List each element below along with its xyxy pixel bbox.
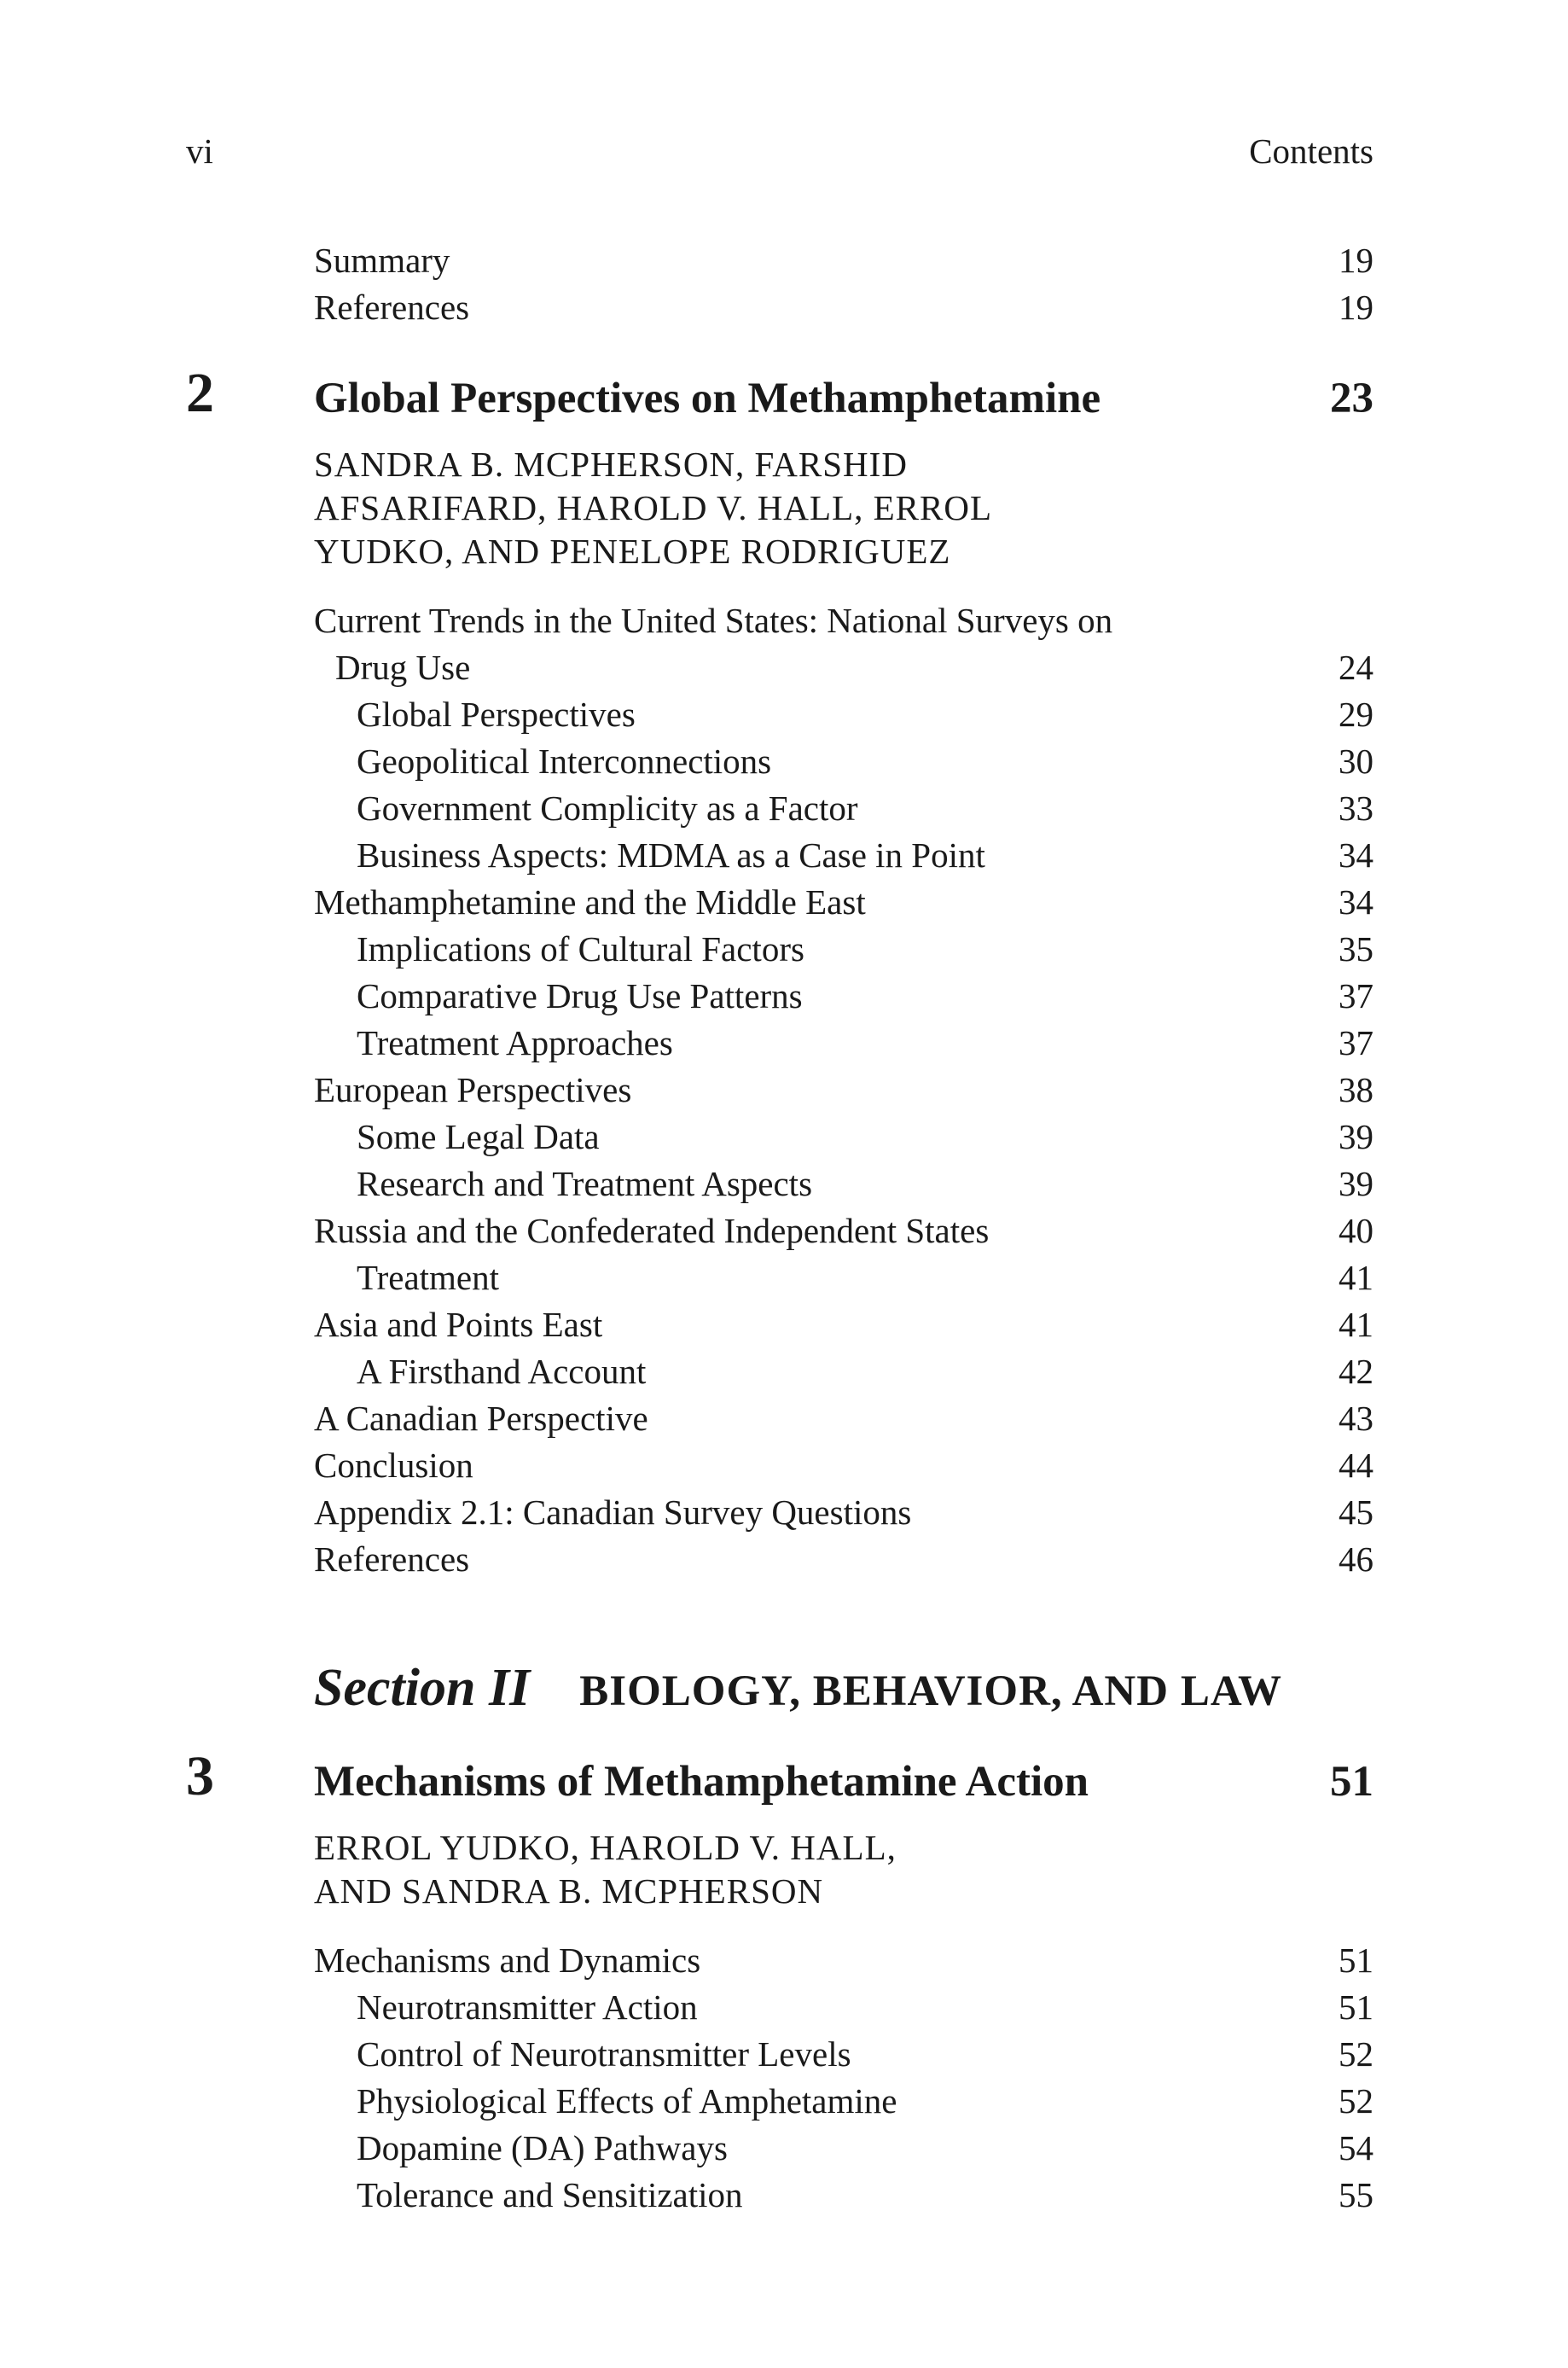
toc-entry-title: References <box>314 1539 470 1579</box>
toc-entry-title: Methamphetamine and the Middle East <box>314 882 866 922</box>
toc-entry-page: 40 <box>1339 1211 1373 1250</box>
toc-entry <box>314 2031 1373 2078</box>
toc-entry-page: 41 <box>1339 1258 1373 1297</box>
toc-entry-title: Dopamine (DA) Pathways <box>357 2128 728 2167</box>
toc-entry <box>314 1937 1373 1984</box>
toc-entry <box>314 1984 1373 2031</box>
toc-entry-page: 51 <box>1339 1987 1373 2027</box>
toc-entry <box>314 926 1373 973</box>
toc-entry-title: European Perspectives <box>314 1070 632 1109</box>
toc-entry-title: Research and Treatment Aspects <box>357 1164 813 1203</box>
toc-entry <box>314 973 1373 1020</box>
toc-entry-title: Implications of Cultural Factors <box>357 929 804 969</box>
toc-entry-title: Business Aspects: MDMA as a Case in Point <box>357 835 985 875</box>
toc-entry <box>314 1161 1373 1207</box>
toc-entry-title: Tolerance and Sensitization <box>357 2175 743 2214</box>
chapter2-title: Global Perspectives on Methamphetamine <box>314 375 1101 422</box>
toc-entry-title: Russia and the Confederated Independent States <box>314 1211 990 1250</box>
chapter3-number: 3 <box>186 1745 214 1807</box>
toc-entry <box>314 1489 1373 1536</box>
toc-entry-title: Appendix 2.1: Canadian Survey Questions <box>314 1492 912 1532</box>
toc-entry <box>314 1348 1373 1395</box>
toc-entry-title: Control of Neurotransmitter Levels <box>357 2034 851 2074</box>
toc-entry <box>314 1395 1373 1442</box>
toc-entry-page: 44 <box>1339 1446 1373 1485</box>
author-line: AFSARIFARD, HAROLD V. HALL, ERROL <box>314 488 993 527</box>
toc-entry-page: 30 <box>1339 742 1373 781</box>
author-line: ERROL YUDKO, HAROLD V. HALL, <box>314 1828 897 1867</box>
toc-entry-page: 35 <box>1339 929 1373 969</box>
toc-entry-title: Neurotransmitter Action <box>357 1987 698 2027</box>
toc-entry-page: 38 <box>1339 1070 1373 1109</box>
toc-entry <box>314 785 1373 832</box>
toc-entry <box>314 738 1373 785</box>
toc-entry-title: Current Trends in the United States: National Surveys on <box>314 601 1113 640</box>
toc-entry-title: Global Perspectives <box>357 695 636 734</box>
toc-entry-page: 43 <box>1339 1399 1373 1438</box>
toc-entry <box>314 1020 1373 1067</box>
toc-entry-page: 55 <box>1339 2175 1373 2214</box>
toc-entry-page: 39 <box>1339 1117 1373 1156</box>
toc-entry <box>314 1536 1373 1583</box>
toc-entry-page: 34 <box>1339 882 1373 922</box>
toc-entry-title: Treatment Approaches <box>357 1023 673 1062</box>
toc-entry-page: 29 <box>1339 695 1373 734</box>
author-line: SANDRA B. MCPHERSON, FARSHID <box>314 445 908 484</box>
toc-entry <box>314 691 1373 738</box>
toc-entry-page: 52 <box>1339 2034 1373 2074</box>
chapter3-toc <box>314 1937 1373 2219</box>
toc-entry <box>314 237 1373 284</box>
toc-entry-title: Asia and Points East <box>314 1305 603 1344</box>
chapter3-title: Mechanisms of Methamphetamine Action <box>314 1758 1089 1806</box>
toc-entry <box>314 2172 1373 2219</box>
toc-entry <box>314 832 1373 879</box>
toc-entry-title: Treatment <box>357 1258 500 1297</box>
toc-entry-page: 24 <box>1339 648 1373 687</box>
section-name: BIOLOGY, BEHAVIOR, AND LAW <box>579 1667 1283 1715</box>
chapter2-page: 23 <box>1330 375 1373 422</box>
toc-entry-page: 37 <box>1339 1023 1373 1062</box>
toc-entry-title: Summary <box>314 241 450 280</box>
toc-entry-title: Geopolitical Interconnections <box>357 742 772 781</box>
toc-entry <box>314 2125 1373 2172</box>
toc-entry-title: Physiological Effects of Amphetamine <box>357 2081 897 2121</box>
running-head: Contents <box>1249 131 1373 171</box>
chapter1-toc-tail <box>314 237 1373 331</box>
toc-entry <box>314 1114 1373 1161</box>
toc-entry <box>314 1067 1373 1114</box>
section-heading <box>314 1657 1282 1732</box>
toc-entry <box>314 284 1373 331</box>
section-label: Section II <box>314 1659 531 1717</box>
toc-entry-title: A Firsthand Account <box>357 1352 647 1391</box>
toc-entry-title: Conclusion <box>314 1446 473 1485</box>
toc-entry <box>314 2078 1373 2125</box>
chapter2-number: 2 <box>186 362 214 424</box>
toc-entry-page: 19 <box>1339 241 1373 280</box>
toc-entry-title: Government Complicity as a Factor <box>357 788 858 828</box>
author-line: AND SANDRA B. MCPHERSON <box>314 1871 824 1911</box>
toc-entry-page: 52 <box>1339 2081 1373 2121</box>
toc-entry-page: 19 <box>1339 288 1373 327</box>
toc-entry-title: A Canadian Perspective <box>314 1399 648 1438</box>
toc-entry <box>314 1442 1373 1489</box>
toc-entry-page: 46 <box>1339 1539 1373 1579</box>
toc-entry-page: 34 <box>1339 835 1373 875</box>
toc-entry <box>314 1301 1373 1348</box>
toc-entry-page: 37 <box>1339 976 1373 1015</box>
toc-entry-page: 33 <box>1339 788 1373 828</box>
chapter3-authors <box>314 1826 897 1913</box>
toc-entry-title: Mechanisms and Dynamics <box>314 1940 701 1980</box>
toc-entry-title: Drug Use <box>335 648 471 687</box>
toc-entry-page: 45 <box>1339 1492 1373 1532</box>
toc-entry-title: Some Legal Data <box>357 1117 600 1156</box>
toc-entry-page: 41 <box>1339 1305 1373 1344</box>
chapter2-authors <box>314 443 992 573</box>
page-number: vi <box>186 131 213 171</box>
toc-entry <box>314 644 1373 691</box>
toc-entry-page: 54 <box>1339 2128 1373 2167</box>
chapter3-page: 51 <box>1330 1758 1373 1806</box>
author-line: YUDKO, AND PENELOPE RODRIGUEZ <box>314 532 951 571</box>
toc-entry <box>314 879 1373 926</box>
toc-entry <box>314 1254 1373 1301</box>
chapter2-toc <box>314 597 1373 1583</box>
toc-entry-title: Comparative Drug Use Patterns <box>357 976 803 1015</box>
toc-entry-page: 51 <box>1339 1940 1373 1980</box>
toc-entry <box>314 597 1373 644</box>
toc-entry-title: References <box>314 288 470 327</box>
toc-entry <box>314 1207 1373 1254</box>
toc-entry-page: 42 <box>1339 1352 1373 1391</box>
toc-entry-page: 39 <box>1339 1164 1373 1203</box>
